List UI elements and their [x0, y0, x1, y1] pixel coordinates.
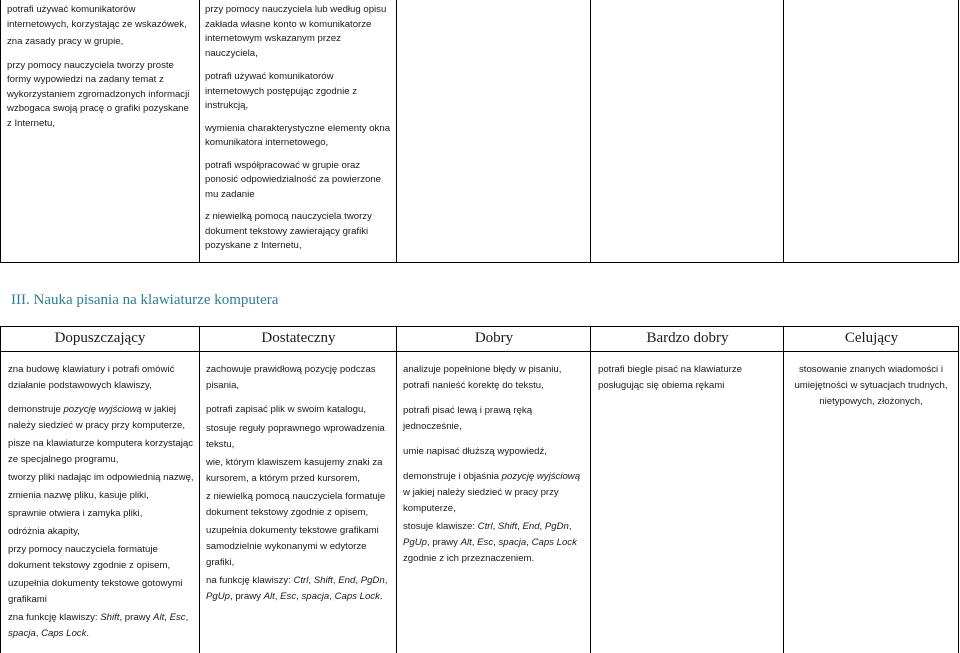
top-col2-item: z niewielką pomocą nauczyciela tworzy dokument tekstowy zawierający grafiki pozyskane z Internetu,	[205, 211, 372, 251]
bottom-col-2	[206, 362, 392, 607]
bottom-col1-item: demonstruje pozycję wyjściową w jakiej należy siedzieć w pracy przy komputerze,	[8, 404, 186, 431]
top-col2-item: potrafi współpracować w grupie oraz ponosić odpowiedzialność za powierzone mu zadanie	[205, 159, 381, 200]
bottom-col-5	[787, 362, 955, 412]
bottom-col2-item: uzupełnia dokumenty tekstowe grafikami samodzielnie wykonanymi w edytorze grafiki,	[206, 525, 379, 568]
top-col2-item: przy pomocy nauczyciela lub według opisu zakłada własne konto w komunikatorze internetowym wskazanym przez nauczyciela,	[205, 4, 387, 59]
bottom-col1-item: zmienia nazwę pliku, kasuje pliki,	[8, 490, 149, 501]
header-celujacy: Celujący	[844, 330, 899, 346]
bottom-col1-item: sprawnie otwiera i zamyka pliki,	[8, 508, 143, 519]
bottom-col2-item: zachowuje prawidłową pozycję podczas pisania,	[206, 364, 376, 391]
bottom-col-3	[403, 362, 587, 569]
header-dobry: Dobry	[474, 330, 514, 346]
bottom-col3-item: potrafi pisać lewą i prawą ręką jednocześnie,	[403, 405, 533, 432]
bottom-col3-item: umie napisać dłuższą wypowiedź,	[403, 446, 547, 457]
top-col-2	[205, 3, 391, 261]
bottom-col3-item: analizuje popełnione błędy w pisaniu,	[403, 364, 562, 375]
bottom-col5-item: stosowanie znanych wiadomości i umiejętności w sytuacjach trudnych, nietypowych, złożonych,	[794, 364, 948, 407]
bottom-col3-item: stosuje klawisze: Ctrl, Shift, End, PgDn, PgUp, prawy Alt, Esc, spacja, Caps Lock zgodnie z ich przeznaczeniem.	[403, 521, 577, 564]
bottom-col1-item: pisze na klawiaturze komputera korzystając ze specjalnego programu,	[8, 438, 194, 465]
bottom-col2-item: na funkcję klawiszy: Ctrl, Shift, End, PgDn, PgUp, prawy Alt, Esc, spacja, Caps Lock.	[206, 575, 388, 602]
bottom-col-1	[8, 362, 196, 644]
bottom-col2-item: potrafi zapisać plik w swoim katalogu,	[206, 404, 366, 415]
bottom-col-4	[598, 362, 780, 396]
top-col2-item: wymienia charakterystyczne elementy okna komunikatora internetowego,	[205, 122, 391, 148]
header-dopuszczajacy: Dopuszczający	[54, 330, 146, 346]
bottom-col1-item: tworzy pliki nadając im odpowiednią nazwę,	[8, 472, 194, 483]
section-title: III. Nauka pisania na klawiaturze komputera	[11, 292, 279, 308]
bottom-col1-item: przy pomocy nauczyciela formatuje dokument tekstowy zgodnie z opisem,	[8, 544, 171, 571]
bottom-col1-item: zna budowę klawiatury i potrafi omówić działanie podstawowych klawiszy,	[8, 364, 175, 391]
bottom-col1-item: zna funkcję klawiszy: Shift, prawy Alt, Esc, spacja, Caps Lock.	[8, 612, 189, 639]
bottom-col2-item: wie, którym klawiszem kasujemy znaki za kursorem, a którym przed kursorem,	[206, 457, 383, 484]
bottom-col1-item: uzupełnia dokumenty tekstowe gotowymi grafikami	[8, 578, 183, 605]
top-col1-item: zna zasady pracy w grupie,	[7, 36, 124, 47]
bottom-col4-item: potrafi biegle pisać na klawiaturze posługując się obiema rękami	[598, 364, 742, 391]
top-col-1	[7, 3, 195, 138]
bottom-col2-item: z niewielką pomocą nauczyciela formatuje dokument tekstowy zgodnie z opisem,	[206, 491, 386, 518]
bottom-col3-item: demonstruje i objaśnia pozycję wyjściową w jakiej należy siedzieć w pracy przy komputerze,	[403, 471, 581, 514]
header-bardzo-dobry: Bardzo dobry	[646, 330, 729, 346]
bottom-col2-item: stosuje reguły poprawnego wprowadzenia tekstu,	[206, 423, 385, 450]
bottom-col3-item: potrafi nanieść korektę do tekstu,	[403, 380, 544, 391]
top-col1-item: potrafi używać komunikatorów internetowych, korzystając ze wskazówek,	[7, 4, 187, 30]
top-col2-item: potrafi używać komunikatorów internetowych postępując zgodnie z instrukcją,	[205, 71, 357, 111]
top-col1-item: przy pomocy nauczyciela tworzy proste formy wypowiedzi na zadany temat z wykorzystaniem zgromadzonych informacji wzbogaca swoją pracę o grafiki pozyskane z Internetu,	[7, 59, 190, 129]
bottom-col1-item: odróżnia akapity,	[8, 526, 80, 537]
header-dostateczny: Dostateczny	[261, 330, 336, 346]
